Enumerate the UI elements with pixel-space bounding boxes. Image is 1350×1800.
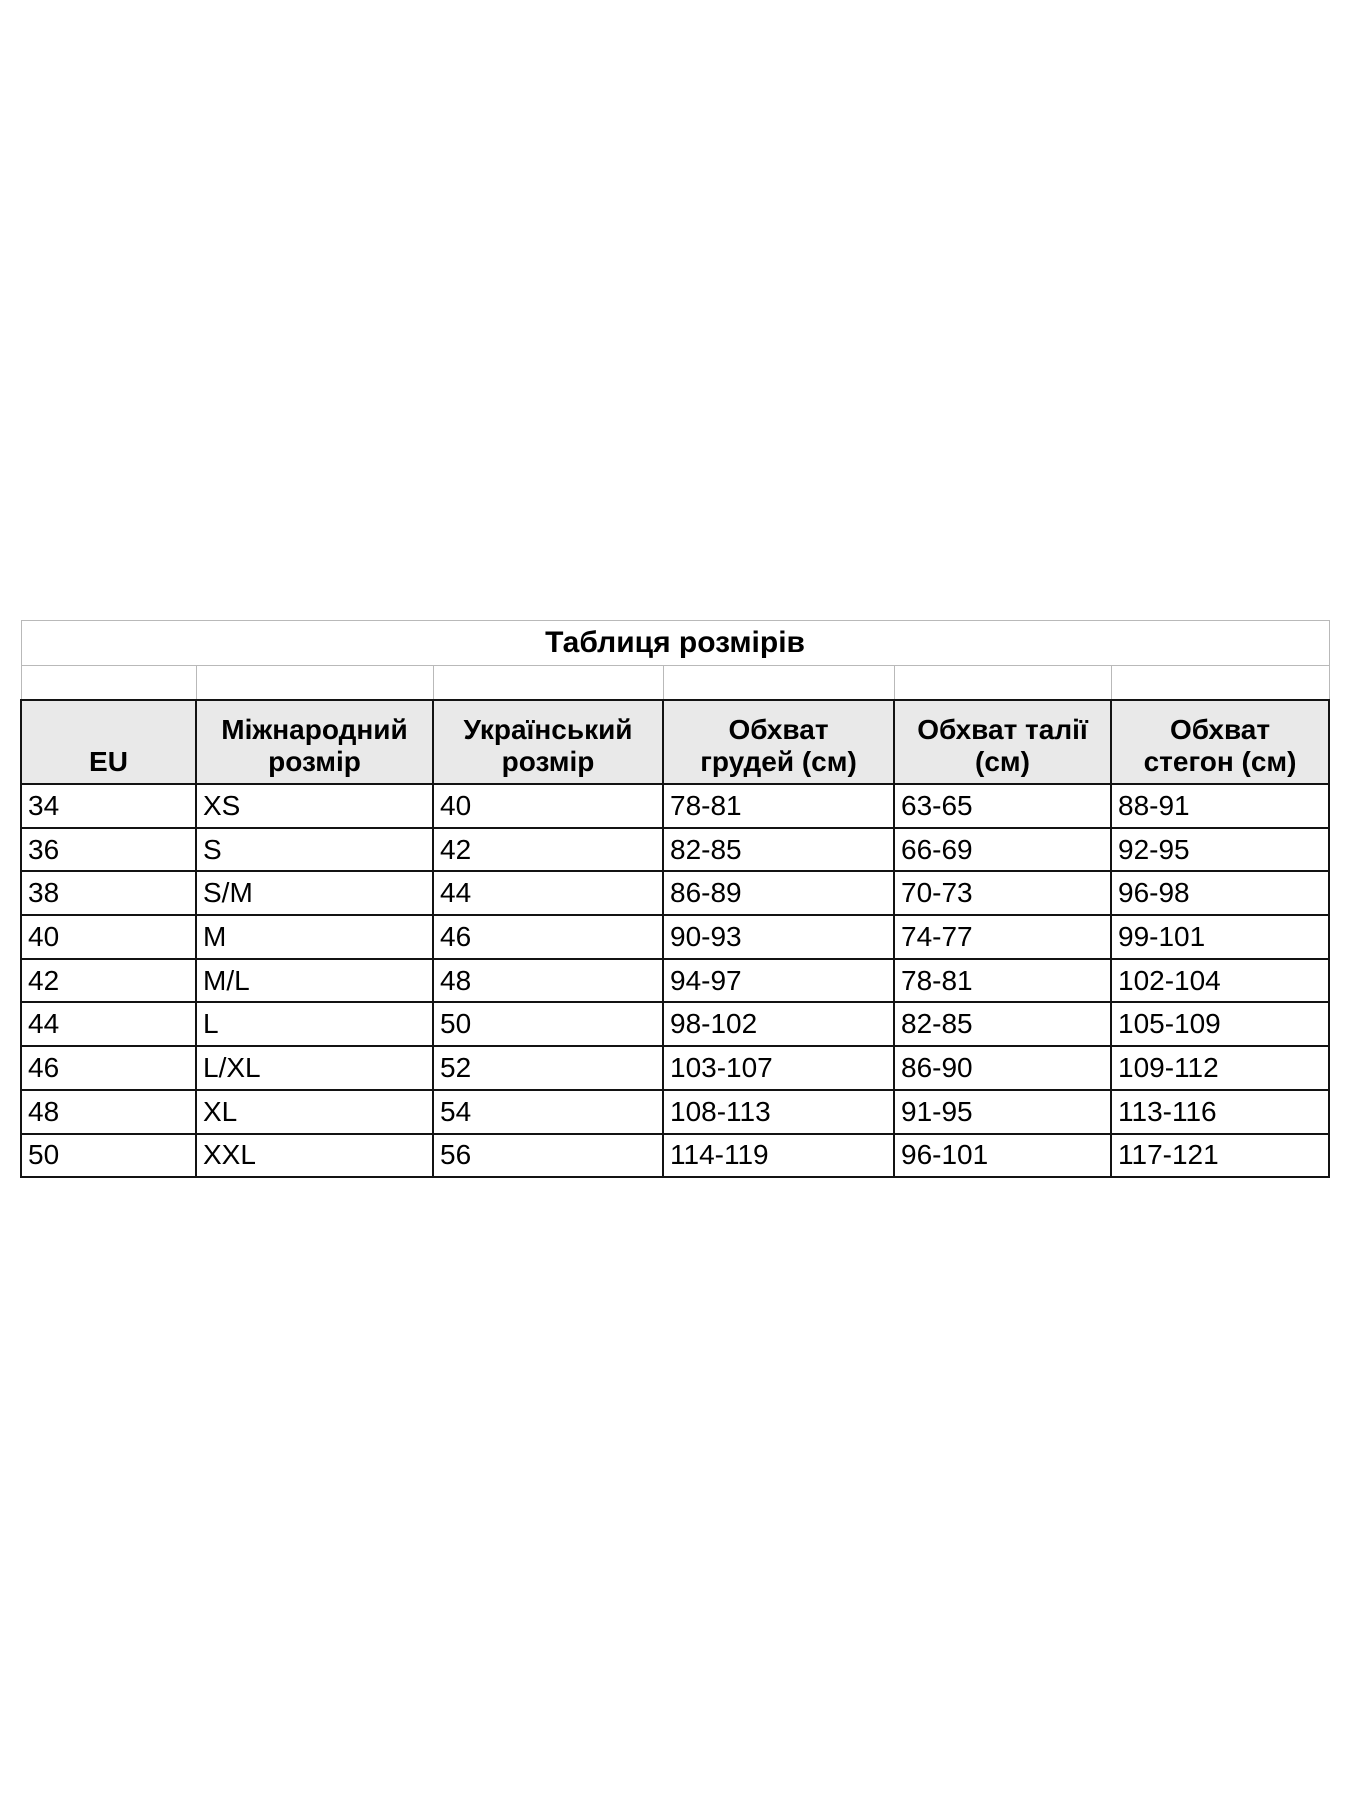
table-cell: 74-77 xyxy=(894,915,1111,959)
table-cell: 40 xyxy=(21,915,196,959)
table-row xyxy=(21,959,1329,1003)
table-cell: 99-101 xyxy=(1111,915,1329,959)
table-cell: 88-91 xyxy=(1111,784,1329,828)
column-header-international-size xyxy=(196,700,433,784)
column-header-line: Обхват талії xyxy=(917,714,1088,745)
table-cell: XXL xyxy=(196,1134,433,1178)
table-row xyxy=(21,784,1329,828)
table-cell: XL xyxy=(196,1090,433,1134)
table-cell: 82-85 xyxy=(663,828,894,872)
table-cell: 46 xyxy=(21,1046,196,1090)
table-row xyxy=(21,915,1329,959)
column-header-chest xyxy=(663,700,894,784)
table-cell: 96-98 xyxy=(1111,871,1329,915)
table-cell: 54 xyxy=(433,1090,663,1134)
column-header-waist xyxy=(894,700,1111,784)
table-cell: 48 xyxy=(433,959,663,1003)
table-row xyxy=(21,1002,1329,1046)
table-cell: 78-81 xyxy=(894,959,1111,1003)
table-cell: 78-81 xyxy=(663,784,894,828)
table-cell: 108-113 xyxy=(663,1090,894,1134)
column-header-hips xyxy=(1111,700,1329,784)
title-row xyxy=(21,621,1329,666)
table-cell: 48 xyxy=(21,1090,196,1134)
table-cell: 113-116 xyxy=(1111,1090,1329,1134)
table-row xyxy=(21,1090,1329,1134)
table-cell: 50 xyxy=(21,1134,196,1178)
table-cell: S/M xyxy=(196,871,433,915)
column-header-line: Український xyxy=(463,714,633,745)
table-row xyxy=(21,1134,1329,1178)
table-cell: 63-65 xyxy=(894,784,1111,828)
table-cell: 91-95 xyxy=(894,1090,1111,1134)
column-header-line: розмір xyxy=(501,746,595,777)
table-cell: 42 xyxy=(433,828,663,872)
table-cell: 40 xyxy=(433,784,663,828)
table-cell: 36 xyxy=(21,828,196,872)
table-cell: S xyxy=(196,828,433,872)
table-cell: 44 xyxy=(433,871,663,915)
table-cell: 42 xyxy=(21,959,196,1003)
table-cell: 46 xyxy=(433,915,663,959)
table-cell: 90-93 xyxy=(663,915,894,959)
header-row xyxy=(21,700,1329,784)
table-cell: 44 xyxy=(21,1002,196,1046)
table-cell: 117-121 xyxy=(1111,1134,1329,1178)
spacer-cell xyxy=(21,666,196,701)
table-cell: 56 xyxy=(433,1134,663,1178)
column-header-ukrainian-size xyxy=(433,700,663,784)
table-cell: L xyxy=(196,1002,433,1046)
table-cell: 82-85 xyxy=(894,1002,1111,1046)
table-cell: 94-97 xyxy=(663,959,894,1003)
table-cell: 98-102 xyxy=(663,1002,894,1046)
column-header-line: грудей (см) xyxy=(700,746,857,777)
table-cell: 86-89 xyxy=(663,871,894,915)
table-cell: 105-109 xyxy=(1111,1002,1329,1046)
table-cell: 66-69 xyxy=(894,828,1111,872)
table-cell: L/XL xyxy=(196,1046,433,1090)
table-row xyxy=(21,828,1329,872)
table-cell: 34 xyxy=(21,784,196,828)
column-header-line: EU xyxy=(89,746,128,777)
table-row xyxy=(21,871,1329,915)
table-cell: 92-95 xyxy=(1111,828,1329,872)
spacer-cell xyxy=(663,666,894,701)
column-header-line: Міжнародний xyxy=(221,714,408,745)
table-cell: 103-107 xyxy=(663,1046,894,1090)
column-header-line: розмір xyxy=(268,746,361,777)
table-cell: 109-112 xyxy=(1111,1046,1329,1090)
column-header-line: (см) xyxy=(975,746,1030,777)
table-cell: 38 xyxy=(21,871,196,915)
table-row xyxy=(21,1046,1329,1090)
table-title: Таблиця розмірів xyxy=(21,621,1329,666)
column-header-eu xyxy=(21,700,196,784)
table-cell: M xyxy=(196,915,433,959)
spacer-cell xyxy=(1111,666,1329,701)
table-cell: 86-90 xyxy=(894,1046,1111,1090)
spacer-cell xyxy=(196,666,433,701)
table-cell: 114-119 xyxy=(663,1134,894,1178)
table-cell: 52 xyxy=(433,1046,663,1090)
size-table xyxy=(20,620,1330,1178)
spacer-row xyxy=(21,666,1329,701)
table-cell: XS xyxy=(196,784,433,828)
table-cell: M/L xyxy=(196,959,433,1003)
spacer-cell xyxy=(433,666,663,701)
spacer-cell xyxy=(894,666,1111,701)
table-cell: 102-104 xyxy=(1111,959,1329,1003)
table-cell: 96-101 xyxy=(894,1134,1111,1178)
table-cell: 70-73 xyxy=(894,871,1111,915)
table-cell: 50 xyxy=(433,1002,663,1046)
column-header-line: стегон (см) xyxy=(1143,746,1297,777)
column-header-line: Обхват xyxy=(1170,714,1271,745)
column-header-line: Обхват xyxy=(728,714,829,745)
